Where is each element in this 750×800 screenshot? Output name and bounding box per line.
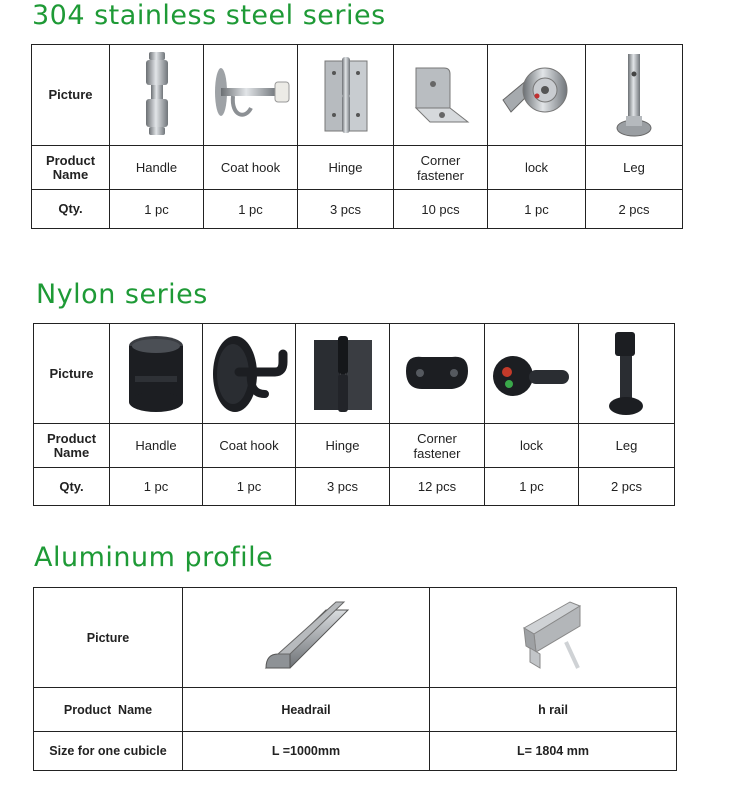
picture-row bbox=[34, 324, 675, 424]
product-qty: 1 pc bbox=[110, 468, 203, 506]
product-qty: 3 pcs bbox=[296, 468, 390, 506]
row-label-product-name bbox=[32, 146, 110, 190]
product-name: Headrail bbox=[183, 688, 430, 732]
product-picture bbox=[430, 588, 677, 688]
h-rail-profile-icon bbox=[518, 598, 588, 678]
name-line: fastener bbox=[417, 167, 464, 183]
product-qty: 1 pc bbox=[110, 190, 204, 229]
label-line: Name bbox=[53, 444, 90, 460]
section-title-nylon: Nylon series bbox=[36, 279, 208, 310]
product-size: L =1000mm bbox=[183, 732, 430, 771]
product-qty: 3 pcs bbox=[298, 190, 394, 229]
row-label-qty: Qty. bbox=[34, 468, 110, 506]
product-name: lock bbox=[488, 146, 586, 190]
product-picture bbox=[390, 324, 485, 424]
product-picture bbox=[298, 45, 394, 146]
product-name: Coat hook bbox=[204, 146, 298, 190]
stainless-table bbox=[31, 44, 683, 229]
product-name-row bbox=[32, 146, 683, 190]
product-name-row bbox=[34, 688, 677, 732]
handle-icon bbox=[137, 50, 177, 140]
product-picture bbox=[204, 45, 298, 146]
name-line: Corner bbox=[420, 152, 461, 168]
product-picture bbox=[203, 324, 296, 424]
lock-icon bbox=[497, 60, 577, 130]
aluminum-table bbox=[33, 587, 677, 771]
product-picture bbox=[488, 45, 586, 146]
row-label-size: Size for one cubicle bbox=[34, 732, 183, 771]
product-qty: 1 pc bbox=[203, 468, 296, 506]
leg-icon bbox=[612, 50, 656, 140]
product-qty: 10 pcs bbox=[394, 190, 488, 229]
product-qty: 2 pcs bbox=[586, 190, 683, 229]
product-qty: 1 pc bbox=[485, 468, 579, 506]
product-name-row bbox=[34, 424, 675, 468]
coat-hook-icon bbox=[209, 332, 289, 416]
product-name: Handle bbox=[110, 424, 203, 468]
product-name: Hinge bbox=[298, 146, 394, 190]
picture-row bbox=[32, 45, 683, 146]
product-picture bbox=[296, 324, 390, 424]
product-name: Handle bbox=[110, 146, 204, 190]
product-qty: 1 pc bbox=[488, 190, 586, 229]
product-name: Coat hook bbox=[203, 424, 296, 468]
corner-fastener-icon bbox=[406, 60, 476, 130]
product-picture bbox=[586, 45, 683, 146]
row-label-picture: Picture bbox=[32, 45, 110, 146]
hinge-icon bbox=[321, 55, 371, 135]
product-name: Leg bbox=[579, 424, 675, 468]
picture-row bbox=[34, 588, 677, 688]
coat-hook-icon bbox=[207, 60, 295, 130]
row-label-picture: Picture bbox=[34, 588, 183, 688]
row-label-qty: Qty. bbox=[32, 190, 110, 229]
product-name: Leg bbox=[586, 146, 683, 190]
section-title-aluminum: Aluminum profile bbox=[34, 542, 274, 573]
name-line: fastener bbox=[413, 445, 461, 461]
qty-row bbox=[34, 468, 675, 506]
product-picture bbox=[183, 588, 430, 688]
name-line: Corner bbox=[417, 430, 457, 446]
product-name: h rail bbox=[430, 688, 677, 732]
row-label-product-name: Product Name bbox=[34, 688, 183, 732]
product-name bbox=[390, 424, 485, 468]
product-qty: 1 pc bbox=[204, 190, 298, 229]
leg-icon bbox=[605, 330, 649, 418]
product-name bbox=[394, 146, 488, 190]
label-line: Product bbox=[46, 430, 97, 446]
qty-row bbox=[32, 190, 683, 229]
lock-icon bbox=[489, 344, 575, 404]
product-picture bbox=[579, 324, 675, 424]
product-name: Hinge bbox=[296, 424, 390, 468]
handle-icon bbox=[121, 332, 191, 416]
section-title-stainless: 304 stainless steel series bbox=[32, 0, 386, 31]
size-row bbox=[34, 732, 677, 771]
product-picture bbox=[110, 45, 204, 146]
product-picture bbox=[110, 324, 203, 424]
row-label-picture: Picture bbox=[34, 324, 110, 424]
label-line: Name bbox=[52, 166, 89, 182]
row-label-product-name bbox=[34, 424, 110, 468]
product-picture bbox=[394, 45, 488, 146]
headrail-profile-icon bbox=[256, 598, 356, 678]
nylon-table bbox=[33, 323, 675, 506]
product-qty: 12 pcs bbox=[390, 468, 485, 506]
label-line: Product bbox=[45, 152, 96, 168]
product-qty: 2 pcs bbox=[579, 468, 675, 506]
corner-fastener-icon bbox=[400, 349, 474, 399]
product-picture bbox=[485, 324, 579, 424]
hinge-icon bbox=[310, 334, 376, 414]
product-name: lock bbox=[485, 424, 579, 468]
product-size: L= 1804 mm bbox=[430, 732, 677, 771]
